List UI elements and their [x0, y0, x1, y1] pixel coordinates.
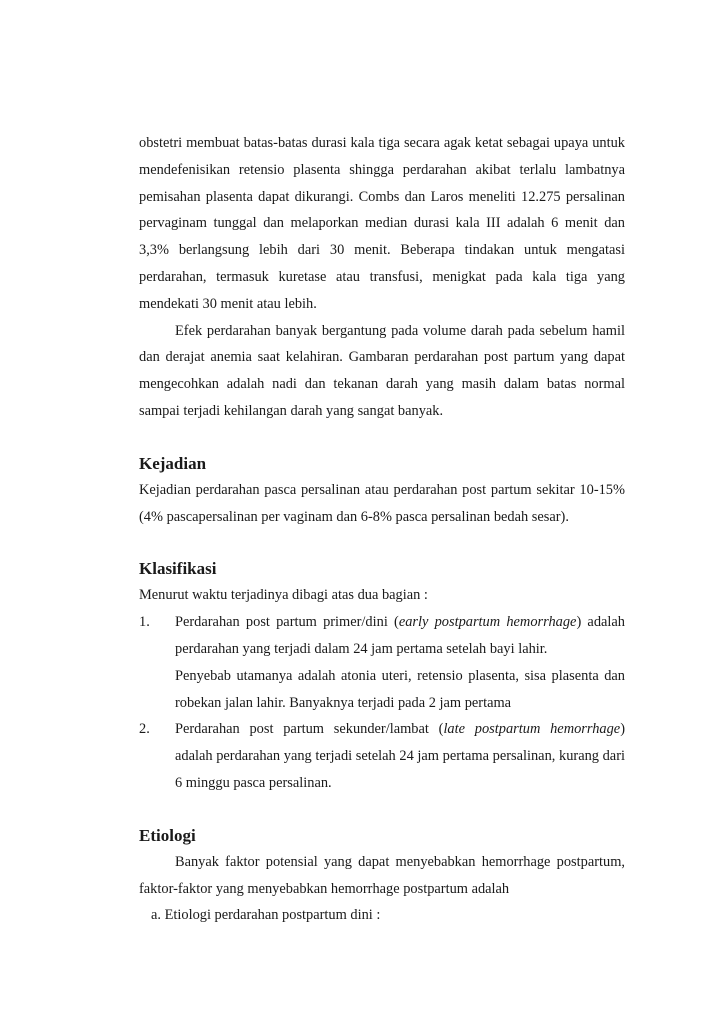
- klasifikasi-list: [139, 609, 625, 797]
- heading-klasifikasi: Klasifikasi: [139, 559, 217, 579]
- list-number: 2.: [139, 721, 150, 738]
- heading-kejadian: Kejadian: [139, 453, 207, 473]
- kejadian-text: Kejadian perdarahan pasca persalinan atau perdarahan post partum sekitar 10-15% (4% pascapersalinan per vaginam dan 6-8% pasca persalinan bedah sesar).: [139, 481, 625, 525]
- heading-etiologi: Etiologi: [139, 825, 196, 845]
- item-text-pre: Perdarahan post partum sekunder/lambat (: [175, 721, 444, 738]
- list-item: [139, 716, 625, 796]
- klasifikasi-intro: Menurut waktu terjadinya dibagi atas dua bagian :: [139, 587, 428, 604]
- item-text-pre: Perdarahan post partum primer/dini (: [175, 614, 399, 631]
- paragraph-1: obstetri membuat batas-batas durasi kala tiga secara agak ketat sebagai upaya untuk mendefenisikan retensio plasenta shingga perdarahan akibat terlalu lambatnya pemisahan plasenta dapat dikurangi. Combs dan Laros meneliti 12.275 persalinan pervaginam tunggal dan melaporkan median durasi kala III adalah 6 menit dan 3,3% berlangsung lebih dari 30 menit. Beberapa tindakan untuk mengatasi perdarahan, termasuk kuretase atau transfusi, menigkat pada kala tiga yang mendekati 30 menit atau lebih.: [139, 135, 625, 312]
- etiologi-sub-a: a. Etiologi perdarahan postpartum dini :: [151, 907, 381, 924]
- etiologi-text: Banyak faktor potensial yang dapat menyebabkan hemorrhage postpartum, faktor-faktor yang menyebabkan hemorrhage postpartum adalah: [139, 853, 625, 897]
- paragraph-2: Efek perdarahan banyak bergantung pada volume darah pada sebelum hamil dan derajat anemia saat kelahiran. Gambaran perdarahan post partum yang dapat mengecohkan adalah nadi dan tekanan darah yang masih dalam batas normal sampai terjadi kehilangan darah yang sangat banyak.: [139, 322, 625, 419]
- list-item-extra: [139, 663, 625, 717]
- item-text-italic: early postpartum hemorrhage: [398, 614, 577, 631]
- item-text-post: ) adalah perdarahan yang terjadi dalam 24 jam pertama setelah bayi lahir.: [175, 614, 625, 657]
- item-extra-text: Penyebab utamanya adalah atonia uteri, retensio plasenta, sisa plasenta dan robekan jalan lahir. Banyaknya terjadi pada 2 jam pertama: [175, 667, 625, 711]
- document-page: [139, 130, 625, 929]
- list-item: [139, 609, 625, 663]
- item-text-italic: late postpartum hemorrhage: [443, 721, 621, 738]
- item-text-post: ) adalah perdarahan yang terjadi setelah 24 jam pertama persalinan, kurang dari 6 minggu pasca persalinan.: [175, 721, 625, 791]
- list-number: 1.: [139, 614, 150, 631]
